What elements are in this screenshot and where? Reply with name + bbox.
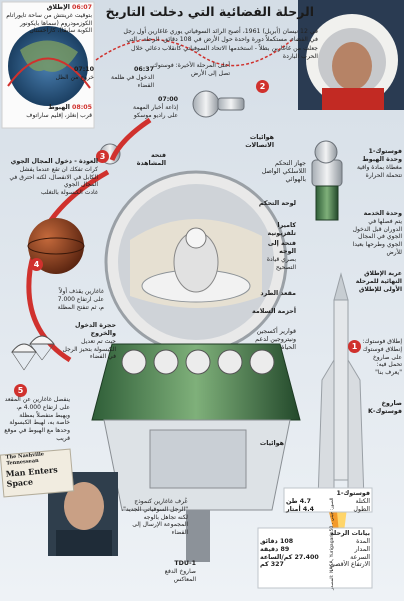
oxygen-tanks-label: قوارير أكسجين ونيتروجين لدعم الحياة [255,328,296,351]
instrument-panel-label: لوحة التحكم [258,200,296,207]
landing-desc: قرب إنغلز، إقليم ساراتوف [26,111,92,119]
rocket-name-2: فوستوك-K [367,407,402,415]
step-5-marker: 5 [14,384,27,397]
step-3-marker: 3 [96,150,109,163]
service-module-label: وحدة الخدمة [363,210,402,217]
descent-desc: مغطاة بمادة واقية تتحملة الحرارة [356,163,402,179]
service-desc: يتم فصلها في الدوران قبل الدخول الجوي في المجال الجوي وطرحها بعيدا للأرض [352,217,402,257]
antennas-label: هوائيات الاتصالات [245,134,274,149]
t-0637: 06:37 [133,66,154,73]
apogee-block [144,62,230,78]
flight-row [260,561,370,569]
flight-row-value: 327 كم [260,561,284,569]
reentry-title: العودة - دخول المجال الجوي [10,158,98,165]
spec-row-label: الكتلة [355,497,370,505]
parachute-block [4,396,70,443]
spec-row [286,506,370,514]
rocket-name-block [362,400,402,416]
t-0637-desc: الدخول في ظلمة الفضاء [111,73,154,89]
entry-hatch-block [62,322,116,361]
flight-row-label: السرعة [350,553,370,561]
t-0700-desc: إذاعة أخبار المهمة على راديو موسكو [133,103,178,119]
reentry-desc: كرات تفكك ان تقع عندما يفشل الكابل في الانفصال، لكنه احترق في المجال الجوي [9,165,98,189]
t-0700: 07:00 [157,96,178,103]
t-0700-block [122,96,178,119]
tdu-label: TDU-1 [174,560,196,567]
flight-row-value: 89 دقيقة [260,545,290,553]
launch-time: 06:07 [71,4,92,11]
flight-row-value: 108 دقائق [260,537,294,545]
launch-block [4,4,92,35]
t-0710-desc: خروج من الظل [55,73,94,81]
newspaper-headline: Man Enters Space [5,464,58,489]
flight-data-box [260,530,370,569]
step-4-marker: 4 [30,258,43,271]
tdu-desc: صاروخ الدفع المعاكس [164,567,196,583]
tv-camera-label: كاميرا تلفزيونية [267,222,296,237]
flight-row-value: 27.400 كم/الساعة [260,553,319,561]
page-title: الرحلة الفضائية التي دخلت التاريخ [105,4,314,19]
rocket-block-desc: عربة الإطلاق النهائية للمرحلة الأولى للإطلاق [355,270,402,293]
vostok-block [352,148,402,179]
step-1-marker: 1 [348,340,361,353]
step-2-marker: 2 [256,80,269,93]
hatch-label: فتحة المشاهدة [136,152,166,167]
launch-note: إطلاق فوستوك: إنطلاق فوستوك على صاروخ تحمل فيه: "يعرف بنا" [362,338,402,377]
spec-row-value: 4.7 طن [286,497,311,505]
flight-row [260,546,370,554]
spec-box [286,490,370,514]
flight-row [260,538,370,546]
spec-row-value: 4.4 أمتار [286,505,314,513]
ejection-seat-label: مقعد الطرد [260,290,296,297]
reentry-desc-2: غادت الكبسولة بالتغلب [40,189,98,197]
parachute-desc: ينفصل غاغارين عن المقعد على ارتفاع 4.000 م، ويهبط منفصلاً بمظلة خاصة به، لهبط الكبسولة وحدها مع الهبوط في موقع قريب [4,396,70,442]
porthole-desc: بصري قيادة التصحيح [266,255,296,271]
photo-caption: عُرف غاغارين كنموذج "الرجل السوفياتي الجديد"، لكنه تجاهل بالوجه المجموعة الإرسال إلى الفضاء [121,498,188,537]
intro-text: في 12 نيسان (أبريل) 1961، أصبح الرائد السوفياتي يوري غاغارين أول رجل في الفضاء، مستكملاً دورة واحدة حول الأرض في 108 دقائق. الرحلة - التي جعلت من غاغارين بطلاً - استخدمها الاتحاد السوفياتي كانقلاب دعائي خلال الحرب الباردة [123,28,318,61]
ejection-desc: غاغارين يقذف أولاً على ارتفاع 7.000 م، ثم تنفتح المظلة [57,288,104,311]
spec-row-label: الطول [353,505,370,513]
entry-hatch-label: حجرة الدخول والخروج [74,322,116,337]
landing-time: 08:05 [71,104,92,111]
launch-desc: بتوقيت غرينتش من ساحة تايوراتام الكوزمودروم (سماها بايكونور الكوبة سابقا)، كازاخستان [6,11,92,35]
ejection-block [54,288,104,311]
landing-block [4,104,92,120]
photo-caption-block [118,498,188,537]
porthole-block [250,240,296,271]
apogee-desc: أعلى المرحلة الأخيرة: فوستوك تصل إلى الأرض [152,62,230,77]
vostok-title: فوستوك-1 [368,148,402,155]
radio-label: جهاز التحكم اللاسلكي الواصل بالهوائي [261,160,306,183]
flight-row-label: المدة [356,537,370,545]
rocket-block-label [352,270,402,293]
spec-row [286,498,370,506]
rocket-name: صاروخ [381,400,402,407]
entry-hatch-desc: حيث تم تعديل الكبسولة بتحيز الرجل في الفضاء [62,337,116,361]
porthole-label: فتحة إلى الوجه [267,240,296,255]
credits: المصدر: NASA, Yurigagarin50 ، الصور: جيتي [330,497,335,590]
t-0710-block [54,66,94,82]
launch-label: الإطلاق [46,4,70,11]
tdu-block [146,560,196,583]
service-module-block [352,210,402,257]
safety-straps-label: أحزمة السلامة [252,308,296,315]
t-0710: 07:10 [73,66,94,73]
descent-module-label: وحدة الهبوط [362,155,402,163]
reentry-block [4,158,98,197]
spec-title: فوستوك-1 [336,490,370,497]
antennas-bottom-label: هوائيات [259,440,284,447]
flight-row-label: الارتفاع الأقصى [329,561,370,569]
landing-label: الهبوط [48,104,70,111]
flight-row-label: المدار [354,545,370,553]
launch-note-block [360,338,402,377]
newspaper-masthead: The Nashville Tennessean [5,451,45,467]
flight-data-title: بيانات الرحلة [330,530,370,537]
